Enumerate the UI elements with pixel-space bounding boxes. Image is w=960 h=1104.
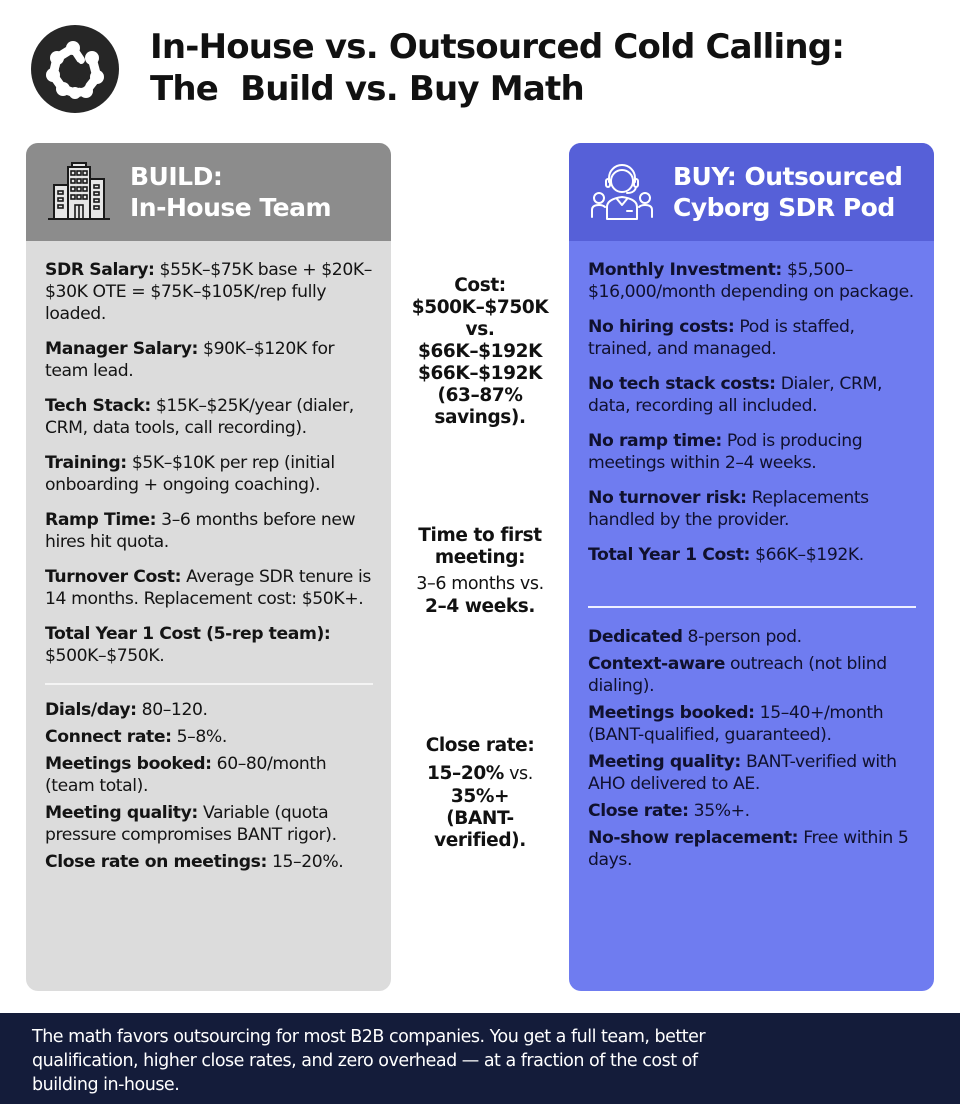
buy-metric-item: Close rate: 35%+. [588, 801, 750, 821]
build-cost-item: Training: $5K–$10K per rep (initial onboarding + ongoing coaching). [45, 453, 335, 495]
build-metric-item: Meetings booked: 60–80/month (team total). [45, 754, 327, 796]
summary-text: The math favors outsourcing for most B2B companies. You get a full team, better qualification, higher close rates, and zero overhead — at a fraction of the cost of building in-house. [32, 1027, 706, 1095]
time-heading: Time to first meeting: [418, 525, 542, 568]
office-building-icon [46, 159, 112, 225]
page-title [150, 26, 844, 110]
buy-panel-body [569, 241, 934, 871]
build-title-line-1: BUILD: [130, 162, 223, 191]
buy-cost-item: No turnover risk: Replacements handled by the provider. [588, 488, 869, 530]
build-metric-item: Dials/day: 80–120. [45, 700, 208, 720]
build-panel-body [26, 241, 391, 873]
buy-panel-header [569, 143, 934, 241]
buy-metric-item: Meeting quality: BANT-verified with AHO delivered to AE. [588, 752, 897, 794]
buy-divider [588, 606, 916, 608]
buy-metric-item: No-show replacement: Free within 5 days. [588, 828, 909, 870]
time-comparison: Time to first meeting: 3–6 months vs. 2–4 weeks. [396, 525, 564, 618]
close-rate-heading: Close rate: [425, 735, 535, 756]
buy-metrics-list [588, 626, 916, 871]
buy-metric-item: Meetings booked: 15–40+/month (BANT-qualified, guaranteed). [588, 703, 884, 745]
headset-agent-team-icon [589, 159, 655, 225]
build-cost-item: Tech Stack: $15K–$25K/year (dialer, CRM, data tools, call recording). [45, 396, 354, 438]
buy-cost-item: Monthly Investment: $5,500–$16,000/month depending on package. [588, 260, 914, 302]
build-cost-list [45, 259, 373, 667]
close-rate-comparison: Close rate: 15–20% vs. 35%+ (BANT- verified). [396, 735, 564, 852]
build-cost-item: Manager Salary: $90K–$120K for team lead. [45, 339, 335, 381]
build-title-line-2: In-House Team [130, 193, 332, 222]
buy-cost-item: No tech stack costs: Dialer, CRM, data, recording all included. [588, 374, 883, 416]
build-total-cost: Total Year 1 Cost (5-rep team): $500K–$750K. [45, 624, 331, 666]
build-divider [45, 683, 373, 685]
molecule-network-icon [31, 25, 119, 113]
build-metric-item: Meeting quality: Variable (quota pressure compromises BANT rigor). [45, 803, 337, 845]
title-line-2: The Build vs. Buy Math [150, 69, 584, 109]
build-metrics-list [45, 699, 373, 873]
buy-title-line-1: BUY: Outsourced [673, 162, 903, 191]
buy-cost-item: No hiring costs: Pod is staffed, trained, and managed. [588, 317, 855, 359]
build-panel [26, 143, 391, 991]
build-cost-item: Ramp Time: 3–6 months before new hires hit quota. [45, 510, 356, 552]
page-header [0, 0, 960, 140]
build-panel-title [130, 161, 331, 223]
build-cost-item: SDR Salary: $55K–$75K base + $20K–$30K OTE = $75K–$105K/rep fully loaded. [45, 260, 372, 324]
cost-comparison: Cost: $500K–$750K vs. $66K–$192K $66K–$192K (63–87% savings). [396, 275, 564, 429]
buy-cost-list [588, 259, 916, 566]
cost-heading: Cost: [454, 275, 506, 296]
buy-metric-item: Dedicated 8-person pod. [588, 627, 802, 647]
build-metric-item: Connect rate: 5–8%. [45, 727, 227, 747]
summary-footer [0, 1013, 960, 1104]
buy-total-cost: Total Year 1 Cost: $66K–$192K. [588, 545, 864, 565]
build-metric-item: Close rate on meetings: 15–20%. [45, 852, 344, 872]
build-panel-header [26, 143, 391, 241]
build-cost-item: Turnover Cost: Average SDR tenure is 14 months. Replacement cost: $50K+. [45, 567, 371, 609]
buy-title-line-2: Cyborg SDR Pod [673, 193, 895, 222]
buy-panel-title [673, 161, 902, 223]
title-line-1: In-House vs. Outsourced Cold Calling: [150, 27, 845, 67]
buy-panel [569, 143, 934, 991]
buy-cost-item: No ramp time: Pod is producing meetings within 2–4 weeks. [588, 431, 863, 473]
buy-metric-item: Context-aware outreach (not blind dialing). [588, 654, 887, 696]
